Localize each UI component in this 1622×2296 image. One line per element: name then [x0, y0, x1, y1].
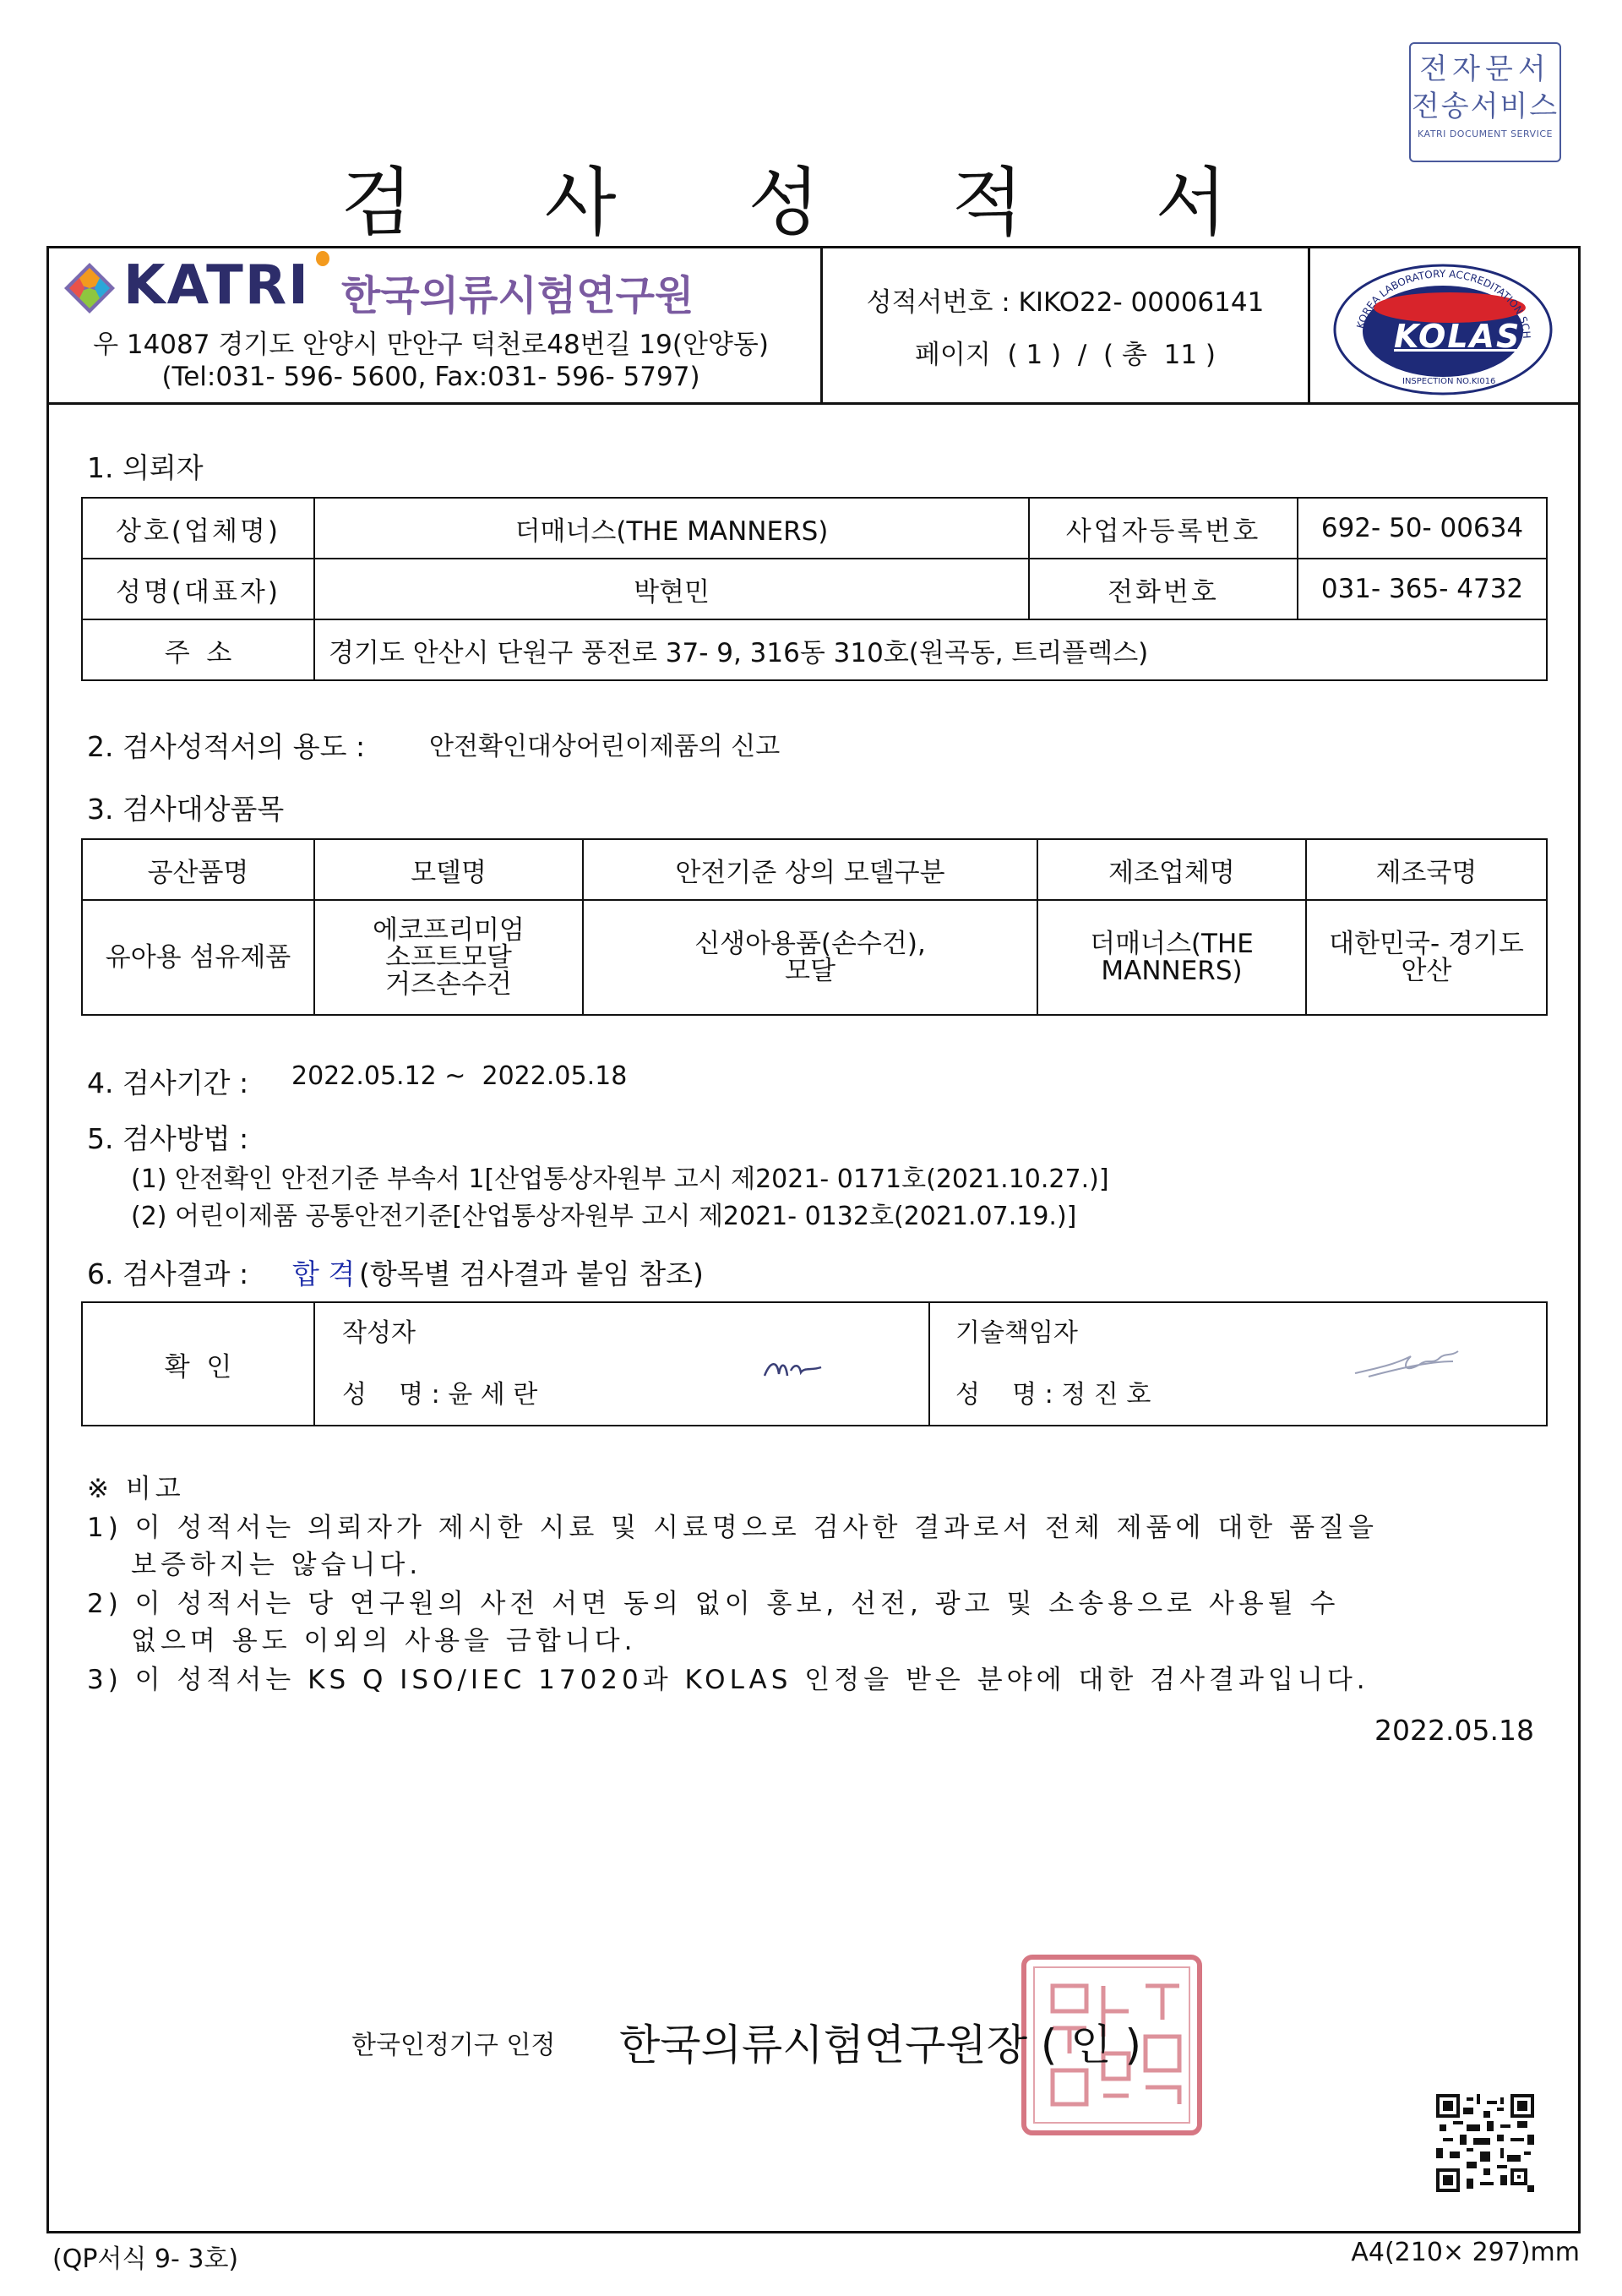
- product-table: [81, 838, 1548, 1016]
- writer-name: 성 명 : 윤 세 란: [342, 1380, 538, 1410]
- katri-dot: [316, 251, 329, 266]
- stamp-line3: KATRI DOCUMENT SERVICE: [1418, 128, 1553, 139]
- form-number: (QP서식 9- 3호): [52, 2244, 239, 2274]
- col-model-class: 안전기준 상의 모델구분: [583, 839, 1037, 900]
- kolas-mark: [1325, 254, 1561, 397]
- notes-heading: ※ 비고: [87, 1474, 185, 1504]
- col-manufacturer: 제조업체명: [1037, 839, 1306, 900]
- kolas-text: KOLAS: [1394, 318, 1521, 355]
- report-number: 성적서번호 : KIKO22- 00006141: [866, 287, 1265, 318]
- result-pass: 합 격: [292, 1257, 356, 1290]
- paper-size: A4(210× 297)mm: [1351, 2238, 1580, 2267]
- header-col-divider-1: [820, 246, 823, 405]
- report-purpose: 안전확인대상어린이제품의 신고: [429, 732, 781, 761]
- stamp-line2: 전송서비스: [1411, 90, 1559, 123]
- issue-date: 2022.05.18: [1374, 1714, 1534, 1747]
- header-col-divider-2: [1308, 246, 1310, 405]
- inspection-period: 2022.05.12 ~ 2022.05.18: [291, 1061, 628, 1091]
- biz-reg-label: 사업자등록번호: [1029, 498, 1298, 559]
- client-table: [81, 497, 1548, 681]
- kolas-ring-text: KOREA LABORATORY ACCREDITATION SCH: [1354, 267, 1533, 340]
- phone-value: 031- 365- 4732: [1298, 559, 1547, 619]
- tech-signature: [1352, 1339, 1461, 1382]
- katri-brand: KATRI: [123, 254, 310, 317]
- biz-reg-value: 692- 50- 00634: [1298, 498, 1547, 559]
- client-name-label: 상호(업체명): [82, 498, 314, 559]
- director-signature-line: 한국의류시험연구원장 ( 인 ): [619, 2021, 1141, 2070]
- note-3: 3) 이 성적서는 KS Q ISO/IEC 17020과 KOLAS 인정을 받은 분야에 대한 검사결과입니다.: [87, 1665, 1369, 1695]
- address-value: 경기도 안산시 단원구 풍전로 37- 9, 316동 310호(원곡동, 트리플렉스): [314, 619, 1547, 680]
- rep-name-value: 박현민: [314, 559, 1029, 619]
- col-country: 제조국명: [1306, 839, 1547, 900]
- document-title: 검 사 성 적 서: [340, 159, 1282, 246]
- cell-model-name: 에코프리미엄 소프트모달 거즈손수건: [314, 900, 583, 1015]
- accreditation-label: 한국인정기구 인정: [351, 2031, 556, 2060]
- cell-manufacturer: 더매너스(THE MANNERS): [1037, 900, 1306, 1015]
- client-name-value: 더매너스(THE MANNERS): [314, 498, 1029, 559]
- page-indicator: 페이지 ( 1 ) / ( 총 11 ): [914, 340, 1216, 370]
- note-2b: 없으며 용도 이외의 사용을 금합니다.: [131, 1626, 637, 1656]
- method-2: (2) 어린이제품 공통안전기준[산업통상자원부 고시 제2021- 0132호(2021.07.19.)]: [131, 1202, 1077, 1231]
- stamp-line1: 전자문서: [1419, 52, 1551, 86]
- org-contact: (Tel:031- 596- 5600, Fax:031- 596- 5797): [161, 362, 700, 392]
- confirm-label: 확 인: [82, 1302, 314, 1426]
- col-model-name: 모델명: [314, 839, 583, 900]
- section-4-heading: 4. 검사기간 :: [87, 1066, 249, 1099]
- col-product-name: 공산품명: [82, 839, 314, 900]
- org-name: 한국의류시험연구원: [341, 272, 694, 319]
- method-1: (1) 안전확인 안전기준 부속서 1[산업통상자원부 고시 제2021- 0171호(2021.10.27.)]: [131, 1164, 1109, 1194]
- tech-title: 기술책임자: [955, 1318, 1078, 1348]
- section-3-heading: 3. 검사대상품목: [87, 793, 285, 826]
- cell-country: 대한민국- 경기도 안산: [1306, 900, 1547, 1015]
- result-note: (항목별 검사결과 붙임 참조): [359, 1257, 704, 1290]
- writer-title: 작성자: [342, 1318, 416, 1348]
- address-label: 주 소: [82, 619, 314, 680]
- note-1b: 보증하지는 않습니다.: [131, 1550, 422, 1580]
- katri-logo-icon: [63, 261, 117, 315]
- org-address: 우 14087 경기도 안양시 만안구 덕천로48번길 19(안양동): [93, 330, 769, 360]
- kolas-number: INSPECTION NO.KI016: [1402, 377, 1496, 386]
- phone-label: 전화번호: [1029, 559, 1298, 619]
- note-2a: 2) 이 성적서는 당 연구원의 사전 서면 동의 없이 홍보, 선전, 광고 및 소송용으로 사용될 수: [87, 1589, 1340, 1619]
- rep-name-label: 성명(대표자): [82, 559, 314, 619]
- section-6-heading: 6. 검사결과 :: [87, 1257, 249, 1290]
- qr-code: [1436, 2094, 1534, 2192]
- katri-logo: [63, 254, 797, 319]
- section-2-heading: 2. 검사성적서의 용도 :: [87, 730, 366, 763]
- section-1-heading: 1. 의뢰자: [87, 451, 204, 484]
- cell-model-class: 신생아용품(손수건), 모달: [583, 900, 1037, 1015]
- header-divider: [46, 402, 1581, 405]
- tech-name: 성 명 : 정 진 호: [955, 1380, 1151, 1410]
- note-1a: 1) 이 성적서는 의뢰자가 제시한 시료 및 시료명으로 검사한 결과로서 전체 제품에 대한 품질을: [87, 1513, 1378, 1543]
- writer-signature: [760, 1352, 828, 1386]
- section-5-heading: 5. 검사방법 :: [87, 1122, 249, 1155]
- cell-product-name: 유아용 섬유제품: [82, 900, 314, 1015]
